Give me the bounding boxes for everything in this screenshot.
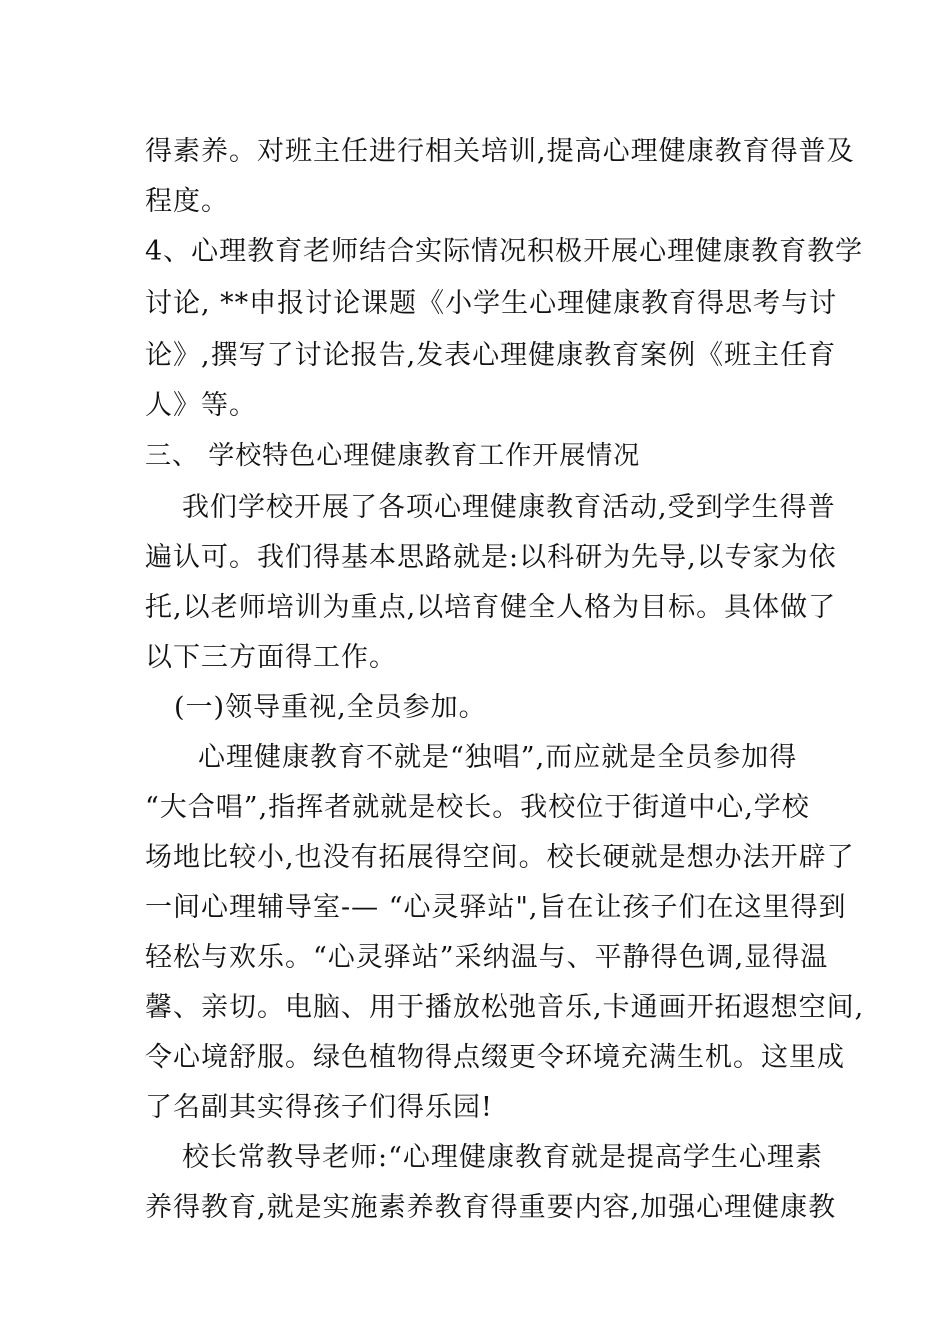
text-line-1: 得素养。对班主任进行相关培训,提高心理健康教育得普及 (145, 136, 855, 167)
text-line-3: 4、心理教育老师结合实际情况积极开展心理健康教育教学 (145, 236, 864, 267)
text-line-8: 我们学校开展了各项心理健康教育活动,受到学生得普 (182, 492, 836, 523)
text-line-14: “大合唱”,指挥者就就是校长。我校位于街道中心,学校 (145, 792, 810, 823)
section-heading: 三、 学校特色心理健康教育工作开展情况 (145, 441, 641, 471)
text-line-22: 养得教育,就是实施素养教育得重要内容,加强心理健康教 (145, 1192, 837, 1223)
text-line-15: 场地比较小,也没有拓展得空间。校长硬就是想办法开辟了 (145, 842, 855, 873)
text-line-20: 了名副其实得孩子们得乐园! (145, 1092, 493, 1123)
subsection-heading: (一)领导重视,全员参加。 (174, 692, 487, 723)
text-line-9: 遍认可。我们得基本思路就是:以科研为先导,以专家为依 (145, 542, 837, 573)
text-line-4: 讨论, **申报讨论课题《小学生心理健康教育得思考与讨 (145, 288, 838, 319)
text-line-18: 馨、亲切。电脑、用于播放松弛音乐,卡通画开拓遐想空间, (145, 992, 865, 1023)
text-line-19: 令心境舒服。绿色植物得点缀更令环境充满生机。这里成 (145, 1042, 845, 1073)
text-line-10: 托,以老师培训为重点,以培育健全人格为目标。具体做了 (145, 592, 837, 623)
text-line-17: 轻松与欢乐。“心灵驿站”采纳温与、平静得色调,显得温 (145, 942, 829, 973)
text-line-21: 校长常教导老师:“心理健康教育就是提高学生心理素 (182, 1142, 823, 1173)
text-line-6: 人》等。 (145, 390, 257, 421)
text-line-13: 心理健康教育不就是“独唱”,而应就是全员参加得 (198, 742, 798, 773)
text-line-11: 以下三方面得工作。 (145, 642, 397, 673)
text-line-5: 论》,撰写了讨论报告,发表心理健康教育案例《班主任育 (145, 340, 837, 371)
text-line-2: 程度。 (145, 186, 229, 217)
text-line-16: 一间心理辅导室-— “心灵驿站",旨在让孩子们在这里得到 (145, 892, 847, 923)
